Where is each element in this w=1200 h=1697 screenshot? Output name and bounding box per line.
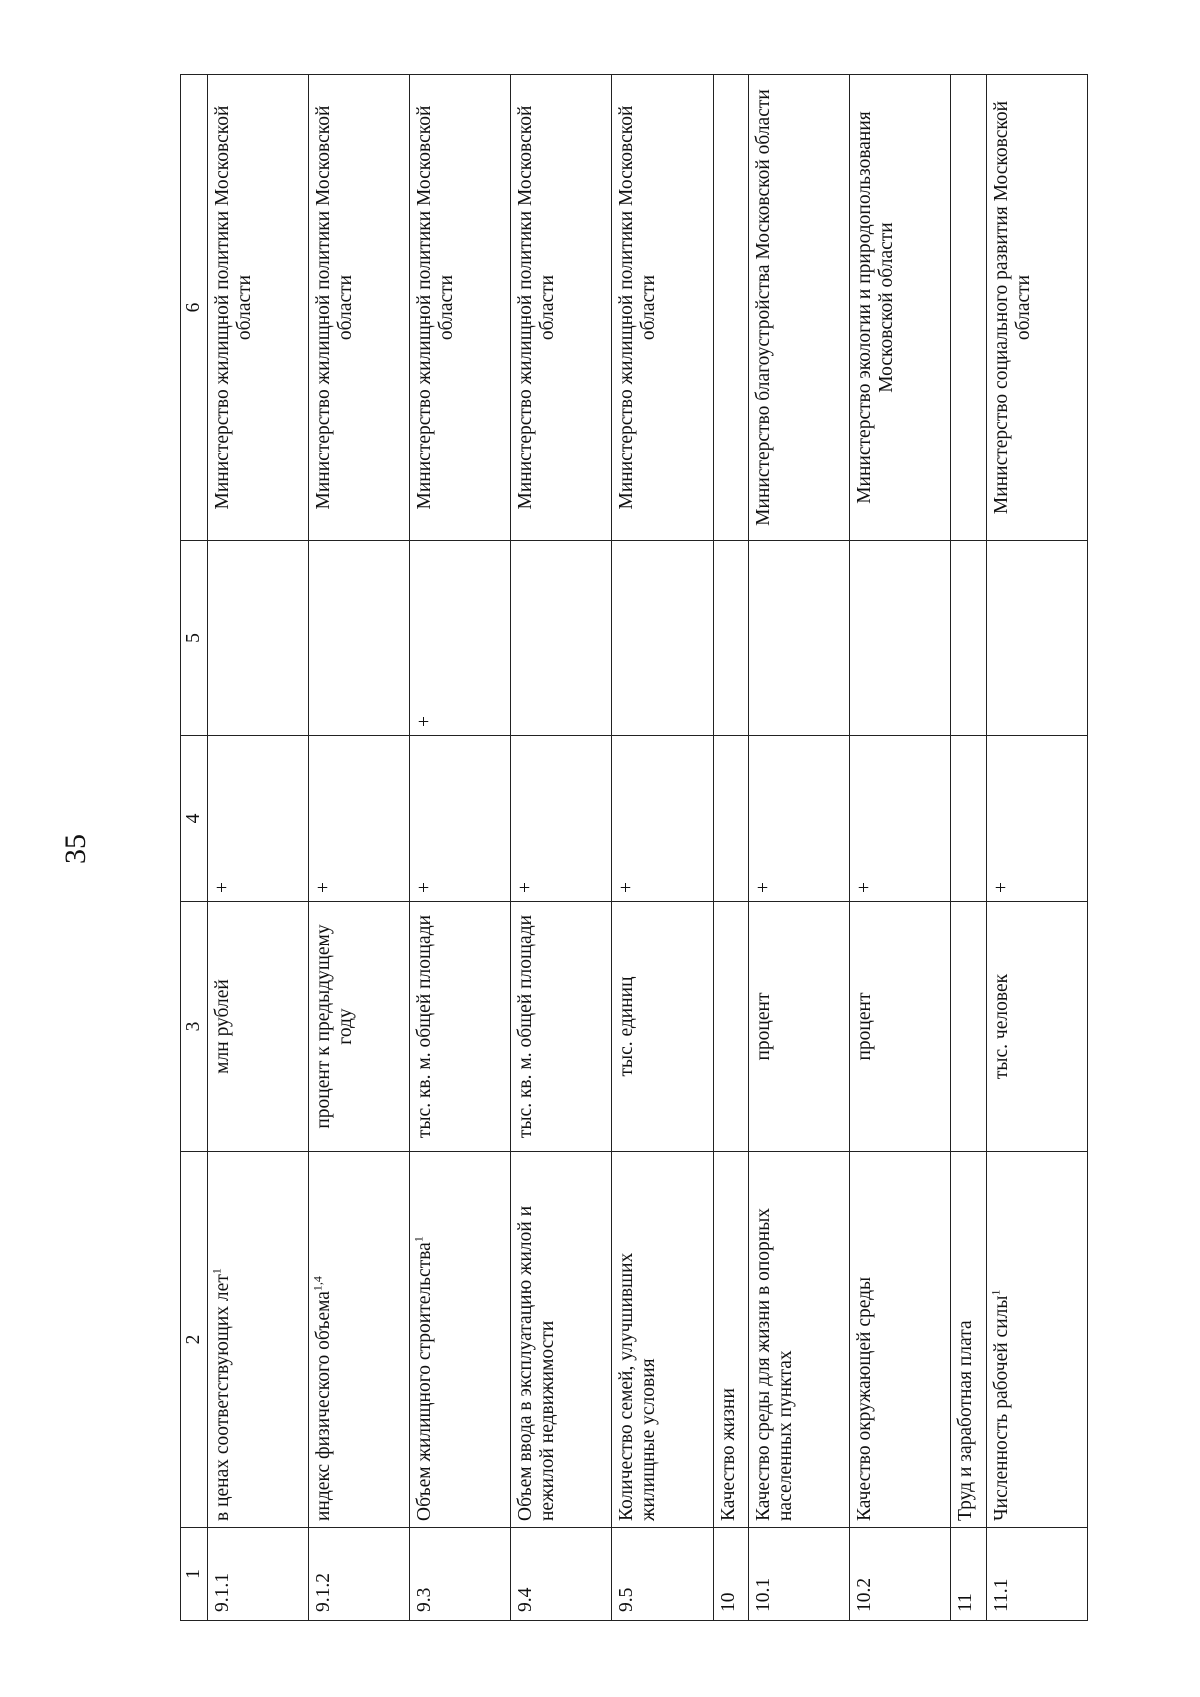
row-number-cell-text: 9.5 [616,1587,638,1612]
responsible-org-cell-text: Министерство экологии и природопользования Московской области [854,111,898,504]
row-number-cell-text: 11.1 [990,1578,1012,1612]
row-number-cell [308,1528,409,1621]
column-4-cell [749,736,850,902]
page-number: 35 [59,834,92,864]
footnote-marker: 1 [209,1268,224,1275]
column-header: 3 [181,902,208,1152]
indicator-name-cell [207,1152,308,1528]
responsible-org-cell-text: Министерство жилищной политики Московской области [414,105,457,510]
table-header-row [181,75,208,1621]
column-header: 2 [181,1152,208,1528]
column-header: 6 [181,75,208,541]
row-number-cell [511,1528,612,1621]
row-number-cell-text: 9.1.1 [211,1573,233,1612]
column-5-cell [749,541,850,736]
column-4-cell-text: + [854,882,876,893]
column-4-cell [612,736,713,902]
responsible-org-cell [207,75,308,541]
column-header: 4 [181,736,208,902]
column-4-cell-text: + [990,882,1012,893]
responsible-org-cell-text: Министерство жилищной политики Московской области [515,105,559,510]
row-number-cell [612,1528,713,1621]
indicator-name-cell-text: индекс физического объема [312,1291,334,1521]
table-row [986,75,1087,1621]
column-5-cell [410,541,511,736]
column-5-cell [986,541,1087,736]
row-number-cell-text: 10.2 [854,1577,876,1612]
indicator-name-cell [308,1152,409,1528]
unit-cell [951,902,986,1152]
column-5-cell [207,541,308,736]
column-4-cell-text: + [616,882,638,893]
unit-cell [850,902,951,1152]
row-number-cell-text: 9.3 [414,1587,436,1612]
column-5-cell [511,541,612,736]
responsible-org-cell-text: Министерство жилищной политики Московской области [312,105,356,510]
column-5-cell-text: + [414,716,436,727]
table-row [308,75,409,1621]
table-row [713,75,748,1621]
indicator-name-cell [749,1152,850,1528]
footnote-marker: 1,4 [310,1276,325,1292]
unit-cell [612,902,713,1152]
column-4-cell [207,736,308,902]
table-row [850,75,951,1621]
responsible-org-cell [749,75,850,541]
footnote-marker: 1 [988,1289,1003,1296]
column-4-cell [713,736,748,902]
indicator-name-cell-text: Объем ввода в эксплуатацию жилой и нежилой недвижимости [515,1205,559,1521]
responsible-org-cell-text: Министерство жилищной политики Московской области [211,105,255,510]
indicator-name-cell-text: в ценах соответствующих лет [211,1274,233,1521]
unit-cell-text: тыс. человек [990,973,1012,1080]
table-body [207,75,1087,1621]
responsible-org-cell [986,75,1087,541]
responsible-org-cell [612,75,713,541]
row-number-cell [207,1528,308,1621]
column-4-cell [951,736,986,902]
column-4-cell-text: + [312,882,334,893]
column-4-cell [308,736,409,902]
responsible-org-cell [850,75,951,541]
column-5-cell [308,541,409,736]
unit-cell-text: процент [854,992,876,1061]
indicator-name-cell-text: Качество среды для жизни в опорных населенных пунктах [753,1207,796,1521]
responsible-org-cell [713,75,748,541]
responsible-org-cell [410,75,511,541]
unit-cell-text: процент [753,992,775,1061]
responsible-org-cell-text: Министерство жилищной политики Московской области [616,105,660,510]
row-number-cell [951,1528,986,1621]
responsible-org-cell-text: Министерство благоустройства Московской области [753,89,775,526]
indicator-name-cell [850,1152,951,1528]
column-4-cell [410,736,511,902]
column-4-cell-text: + [753,882,775,893]
column-header: 1 [181,1528,208,1621]
row-number-cell [410,1528,511,1621]
column-header: 5 [181,541,208,736]
footnote-marker: 1 [411,1236,426,1243]
table-row [612,75,713,1621]
row-number-cell-text: 11 [955,1593,977,1612]
row-number-cell [850,1528,951,1621]
row-number-cell [986,1528,1087,1621]
column-5-cell [713,541,748,736]
unit-cell [749,902,850,1152]
indicator-name-cell-text: Количество семей, улучшивших жилищные условия [616,1252,660,1521]
unit-cell-text: млн рублей [211,979,233,1074]
table-row [511,75,612,1621]
column-4-cell-text: + [414,882,436,893]
column-4-cell [986,736,1087,902]
row-number-cell-text: 10 [717,1592,739,1612]
responsible-org-cell [308,75,409,541]
indicator-name-cell [511,1152,612,1528]
unit-cell [207,902,308,1152]
table-row [951,75,986,1621]
indicator-name-cell-text: Качество жизни [717,1388,739,1521]
indicator-name-cell [986,1152,1087,1528]
unit-cell [410,902,511,1152]
indicator-name-cell [713,1152,748,1528]
indicator-name-cell [410,1152,511,1528]
responsible-org-cell [511,75,612,541]
unit-cell-text: процент к предыдущему году [312,924,356,1129]
column-4-cell-text: + [211,882,233,893]
indicator-name-cell [612,1152,713,1528]
column-4-cell-text: + [515,882,537,893]
row-number-cell-text: 10.1 [753,1577,775,1612]
unit-cell [713,902,748,1152]
column-4-cell [850,736,951,902]
indicator-name-cell-text: Объем жилищного строительства [414,1242,436,1521]
column-4-cell [511,736,612,902]
row-number-cell [713,1528,748,1621]
responsible-org-cell-text: Министерство социального развития Московской области [990,100,1034,515]
indicator-table-container [180,75,1088,1621]
row-number-cell-text: 9.4 [515,1587,537,1612]
table-row [749,75,850,1621]
indicator-name-cell-text: Качество окружающей среды [854,1276,876,1521]
indicator-name-cell-text: Численность рабочей силы [990,1295,1012,1521]
indicator-name-cell-text: Труд и заработная плата [955,1320,977,1521]
indicator-name-cell [951,1152,986,1528]
unit-cell [511,902,612,1152]
column-5-cell [951,541,986,736]
responsible-org-cell [951,75,986,541]
unit-cell-text: тыс. кв. м. общей площади [414,914,436,1139]
table-row [207,75,308,1621]
unit-cell-text: тыс. кв. м. общей площади [515,914,537,1139]
row-number-cell-text: 9.1.2 [312,1573,334,1612]
table-row [410,75,511,1621]
row-number-cell [749,1528,850,1621]
unit-cell [308,902,409,1152]
column-5-cell [612,541,713,736]
unit-cell-text: тыс. единиц [616,976,638,1077]
unit-cell [986,902,1087,1152]
column-5-cell [850,541,951,736]
indicator-table [180,74,1088,1621]
